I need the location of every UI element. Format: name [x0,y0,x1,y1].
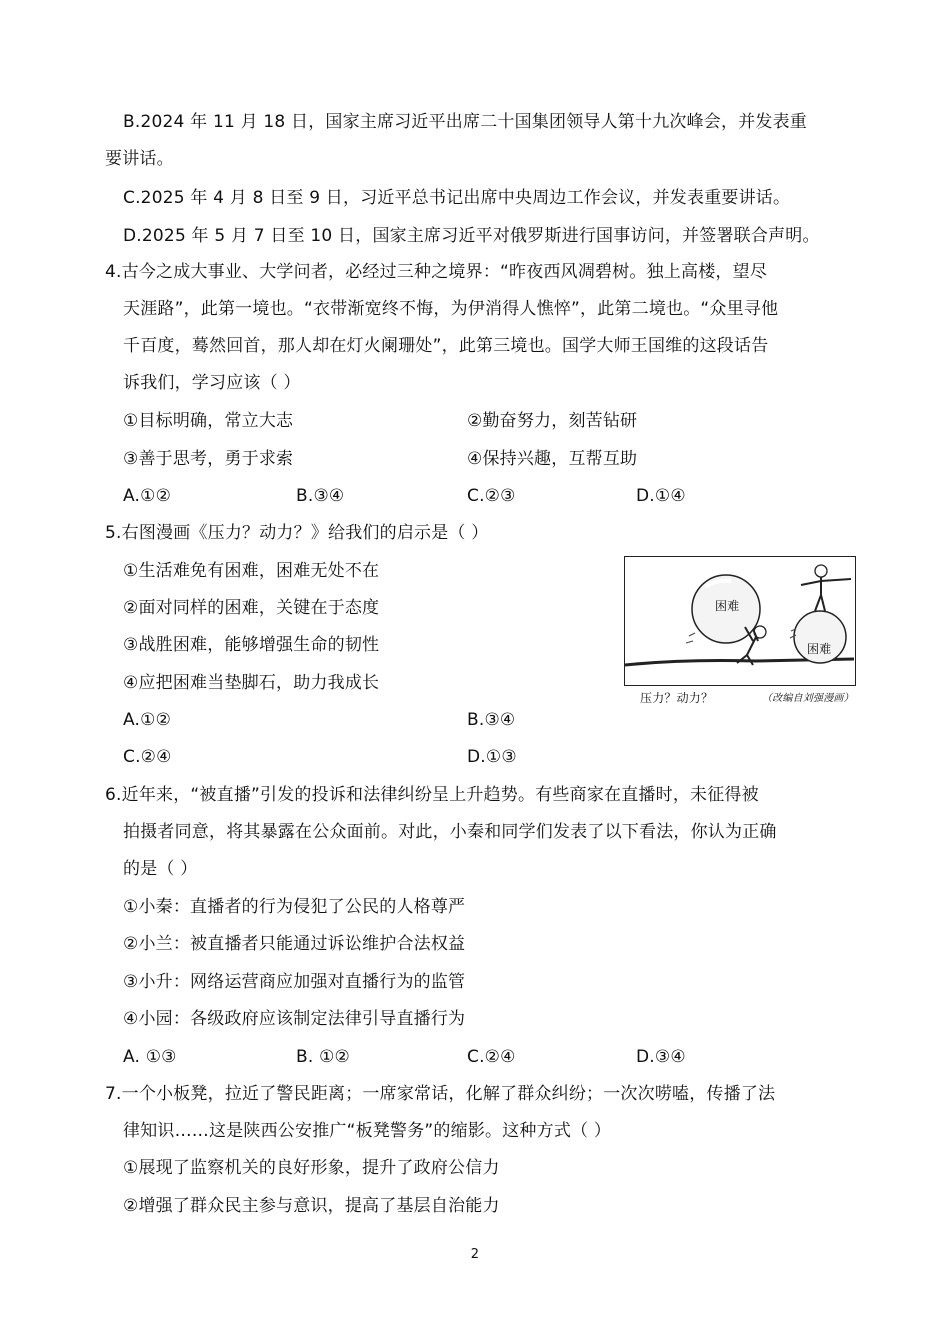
comic-illustration [624,556,856,686]
q6-choice-c: C.②④ [467,1047,516,1067]
comic-caption: 压力？动力？ [640,691,714,705]
q4-stem-line1: 4.古今之成大事业、大学问者，必经过三种之境界：“昨夜西风凋碧树。独上高楼，望尽 [105,262,768,282]
q5-item-1: ①生活难免有困难，困难无处不在 [123,561,380,581]
q3-option-b-line1: B.2024 年 11 月 18 日，国家主席习近平出席二十国集团领导人第十九次峰会，并发表重 [123,112,808,132]
q4-stem-line3: 千百度，蓦然回首，那人却在灯火阑珊处”，此第三境也。国学大师王国维的这段话告 [123,336,769,356]
q4-stem-line2: 天涯路”，此第一境也。“衣带渐宽终不悔，为伊消得人憔悴”，此第二境也。“众里寻他 [123,299,779,319]
q6-item-2: ②小兰：被直播者只能通过诉讼维护合法权益 [123,934,466,954]
q5-item-4: ④应把困难当垫脚石，助力我成长 [123,673,380,693]
q4-item-4: ④保持兴趣，互帮互助 [467,449,638,469]
q4-choice-a: A.①② [123,486,172,506]
comic-ball-label-2: 困难 [807,642,832,656]
q5-item-3: ③战胜困难，能够增强生命的韧性 [123,635,380,655]
q6-item-3: ③小升：网络运营商应加强对直播行为的监管 [123,972,466,992]
q4-choice-c: C.②③ [467,486,516,506]
q3-option-c: C.2025 年 4 月 8 日至 9 日，习近平总书记出席中央周边工作会议，并发表重要讲话。 [123,188,791,208]
q5-choice-a: A.①② [123,710,172,730]
q4-stem-line4: 诉我们，学习应该（ ） [123,373,301,393]
q3-option-d: D.2025 年 5 月 7 日至 10 日，国家主席习近平对俄罗斯进行国事访问，并签署联合声明。 [123,226,820,246]
q4-item-3: ③善于思考，勇于求索 [123,449,294,469]
q5-choice-b: B.③④ [467,710,516,730]
q4-choice-d: D.①④ [636,486,686,506]
q7-stem-line1: 7.一个小板凳，拉近了警民距离；一席家常话，化解了群众纠纷；一次次唠嗑，传播了法 [105,1084,776,1104]
q4-item-2: ②勤奋努力，刻苦钻研 [467,411,638,431]
q5-stem: 5.右图漫画《压力？动力？》给我们的启示是（ ） [105,523,489,543]
q6-choice-a: A. ①③ [123,1047,177,1067]
q5-item-2: ②面对同样的困难，关键在于态度 [123,598,380,618]
q6-stem-line3: 的是（ ） [123,859,198,879]
q4-item-1: ①目标明确，常立大志 [123,411,294,431]
q7-item-2: ②增强了群众民主参与意识，提高了基层自治能力 [123,1196,500,1216]
q6-stem-line2: 拍摄者同意，将其暴露在公众面前。对此，小秦和同学们发表了以下看法，你认为正确 [123,822,777,842]
q7-item-1: ①展现了监察机关的良好形象，提升了政府公信力 [123,1158,500,1178]
q6-item-1: ①小秦：直播者的行为侵犯了公民的人格尊严 [123,897,466,917]
q4-choice-b: B.③④ [296,486,345,506]
comic-credit: （改编自刘强漫画） [762,693,854,704]
comic-ball-label-1: 困难 [715,599,740,613]
q7-stem-line2: 律知识……这是陕西公安推广“板凳警务”的缩影。这种方式（ ） [123,1121,612,1141]
q6-stem-line1: 6.近年来，“被直播”引发的投诉和法律纠纷呈上升趋势。有些商家在直播时，未征得被 [105,785,759,805]
comic-drawing [625,557,854,684]
q3-option-b-line2: 要讲话。 [105,149,174,169]
q5-choice-c: C.②④ [123,747,172,767]
q5-choice-d: D.①③ [467,747,517,767]
page-number: 2 [470,1247,480,1262]
q6-choice-d: D.③④ [636,1047,686,1067]
q6-item-4: ④小园：各级政府应该制定法律引导直播行为 [123,1009,466,1029]
q6-choice-b: B. ①② [296,1047,350,1067]
